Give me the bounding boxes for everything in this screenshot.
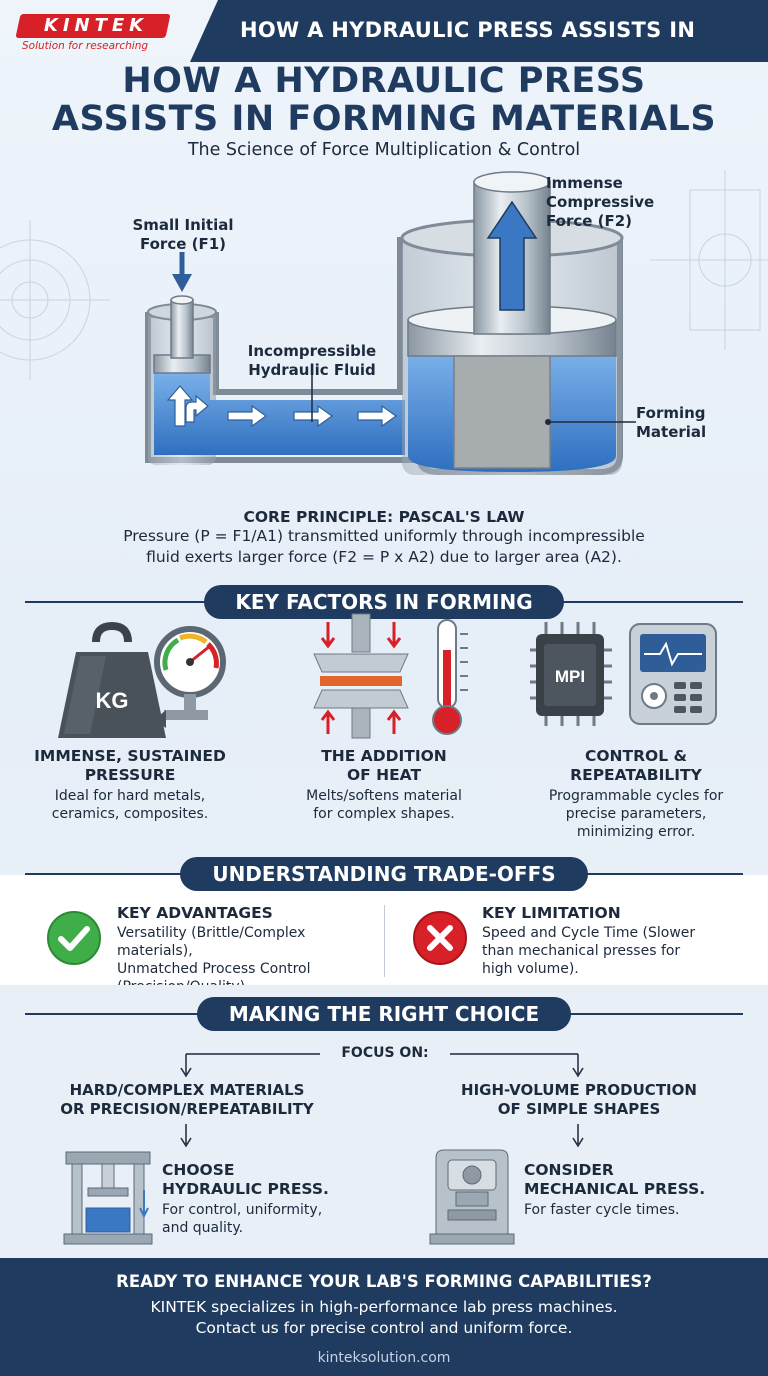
choose-hydraulic-title-line-2: HYDRAULIC PRESS.: [162, 1180, 329, 1198]
choice-right-heading-line-2: OF SIMPLE SHAPES: [497, 1100, 661, 1118]
footer-headline: READY TO ENHANCE YOUR LAB'S FORMING CAPABILITIES?: [116, 1272, 652, 1291]
hydraulic-press-icon: [62, 1150, 154, 1246]
choice-left-heading-line-2: OR PRECISION/REPEATABILITY: [60, 1100, 314, 1118]
logo-tagline: Solution for researching: [22, 40, 149, 52]
advantages-line-2: Unmatched Process Control: [117, 961, 311, 977]
heated-platen-thermometer-icon: [304, 610, 484, 740]
advantages-title: KEY ADVANTAGES: [117, 904, 273, 922]
core-principle-text: [60, 526, 708, 568]
factor-heat-title: [264, 747, 504, 785]
factor-control-text-line-3: minimizing error.: [576, 824, 696, 840]
down-arrows: [0, 1120, 768, 1150]
choice-right-heading: [414, 1081, 744, 1119]
label-compressive-line-2: Compressive: [546, 193, 655, 211]
factor-heat-text-line-1: Melts/softens material: [306, 788, 462, 804]
choose-hydraulic-title-line-1: CHOOSE: [162, 1161, 235, 1179]
weight-gauge-icon: [50, 610, 230, 740]
page-subtitle: The Science of Force Multiplication & Control: [187, 140, 581, 160]
choice-header: MAKING THE RIGHT CHOICE: [197, 997, 571, 1031]
factor-heat: [264, 610, 504, 840]
core-principle-line-1: Pressure (P = F1/A1) transmitted uniformly through incompressible: [123, 527, 645, 545]
consider-mechanical-title-line-1: CONSIDER: [524, 1161, 614, 1179]
limitation-line-2: than mechanical presses for: [482, 943, 681, 959]
factor-control-text-line-2: precise parameters,: [565, 806, 707, 822]
factor-control-title: [516, 747, 756, 785]
key-factors-header: KEY FACTORS IN FORMING: [204, 585, 564, 619]
banner-title: HOW A HYDRAULIC PRESS ASSISTS IN: [240, 18, 696, 42]
footer-line-1: KINTEK specializes in high-performance lab press machines.: [150, 1298, 618, 1316]
weight-kg-text: KG: [95, 688, 129, 713]
factor-heat-text-line-2: for complex shapes.: [313, 806, 455, 822]
factor-heat-title-line-1: THE ADDITION: [321, 747, 447, 765]
label-small-force-line-2: Force (F1): [139, 235, 227, 253]
factor-pressure-text-line-1: Ideal for hard metals,: [54, 788, 206, 804]
factor-heat-text: [264, 787, 504, 823]
label-small-initial-force: [118, 216, 248, 254]
tradeoffs-divider: [384, 905, 385, 977]
top-banner: [0, 0, 768, 62]
label-material-line-2: Material: [636, 423, 707, 441]
label-small-force-line-1: Small Initial: [132, 216, 234, 234]
factor-control-title-line-2: REPEATABILITY: [570, 766, 702, 784]
label-material-line-1: Forming: [636, 404, 706, 422]
page-title: [0, 62, 768, 138]
core-principle-title: CORE PRINCIPLE: PASCAL'S LAW: [243, 508, 525, 526]
page-title-line-2: ASSISTS IN FORMING MATERIALS: [51, 99, 717, 139]
consider-mechanical-title-line-2: MECHANICAL PRESS.: [524, 1180, 706, 1198]
focus-label: FOCUS ON:: [341, 1045, 429, 1061]
label-fluid-line-2: Hydraulic Fluid: [248, 361, 376, 379]
factor-pressure-title-line-2: PRESSURE: [84, 766, 176, 784]
choice-left-heading: [22, 1081, 352, 1119]
footer-cta: [0, 1258, 768, 1376]
choose-hydraulic-title: [162, 1161, 329, 1199]
tradeoffs-header: UNDERSTANDING TRADE-OFFS: [180, 857, 588, 891]
factor-pressure: [10, 610, 250, 840]
consider-mechanical-text-line-1: For faster cycle times.: [524, 1202, 680, 1218]
label-hydraulic-fluid: [232, 342, 392, 380]
label-forming-material: [636, 404, 736, 442]
logo-text: KINTEK: [43, 15, 149, 36]
core-principle-line-2: fluid exerts larger force (F2 = P x A2) due to larger area (A2).: [146, 548, 622, 566]
cross-icon: [412, 910, 468, 966]
check-icon: [46, 910, 102, 966]
label-compressive-force: [546, 174, 686, 231]
label-compressive-line-3: Force (F2): [546, 212, 633, 230]
mechanical-press-icon: [426, 1148, 518, 1246]
factor-control-text: [516, 787, 756, 841]
choose-hydraulic-text-line-1: For control, uniformity,: [162, 1202, 323, 1218]
choose-hydraulic-text-line-2: and quality.: [162, 1220, 244, 1236]
footer-website-link[interactable]: kinteksolution.com: [317, 1350, 451, 1366]
consider-mechanical-text: [524, 1201, 679, 1219]
advantages-line-1: Versatility (Brittle/Complex materials),: [117, 925, 306, 959]
factor-pressure-title: [10, 747, 250, 785]
footer-line-2: Contact us for precise control and uniform force.: [195, 1319, 573, 1337]
chip-mpi-text: MPI: [554, 667, 586, 686]
limitation-text: [482, 924, 732, 978]
kintek-logo[interactable]: [18, 14, 173, 54]
label-fluid-line-1: Incompressible: [247, 342, 377, 360]
consider-mechanical-title: [524, 1161, 705, 1199]
factor-control-text-line-1: Programmable cycles for: [548, 788, 724, 804]
chip-controller-icon: [526, 614, 726, 734]
choose-hydraulic-text: [162, 1201, 322, 1237]
choice-right-heading-line-1: HIGH-VOLUME PRODUCTION: [461, 1081, 697, 1099]
limitation-line-3: high volume).: [482, 961, 579, 977]
factor-heat-title-line-2: OF HEAT: [346, 766, 422, 784]
limitation-title: KEY LIMITATION: [482, 904, 621, 922]
label-compressive-line-1: Immense: [546, 174, 623, 192]
factor-pressure-title-line-1: IMMENSE, SUSTAINED: [34, 747, 226, 765]
hydraulic-press-diagram: [0, 160, 768, 490]
factor-pressure-text-line-2: ceramics, composites.: [51, 806, 209, 822]
choice-left-heading-line-1: HARD/COMPLEX MATERIALS: [69, 1081, 305, 1099]
limitation-line-1: Speed and Cycle Time (Slower: [482, 925, 696, 941]
factor-control: [516, 610, 756, 840]
factor-control-title-line-1: CONTROL &: [585, 747, 687, 765]
factor-pressure-text: [10, 787, 250, 823]
page-title-line-1: HOW A HYDRAULIC PRESS: [122, 61, 646, 101]
